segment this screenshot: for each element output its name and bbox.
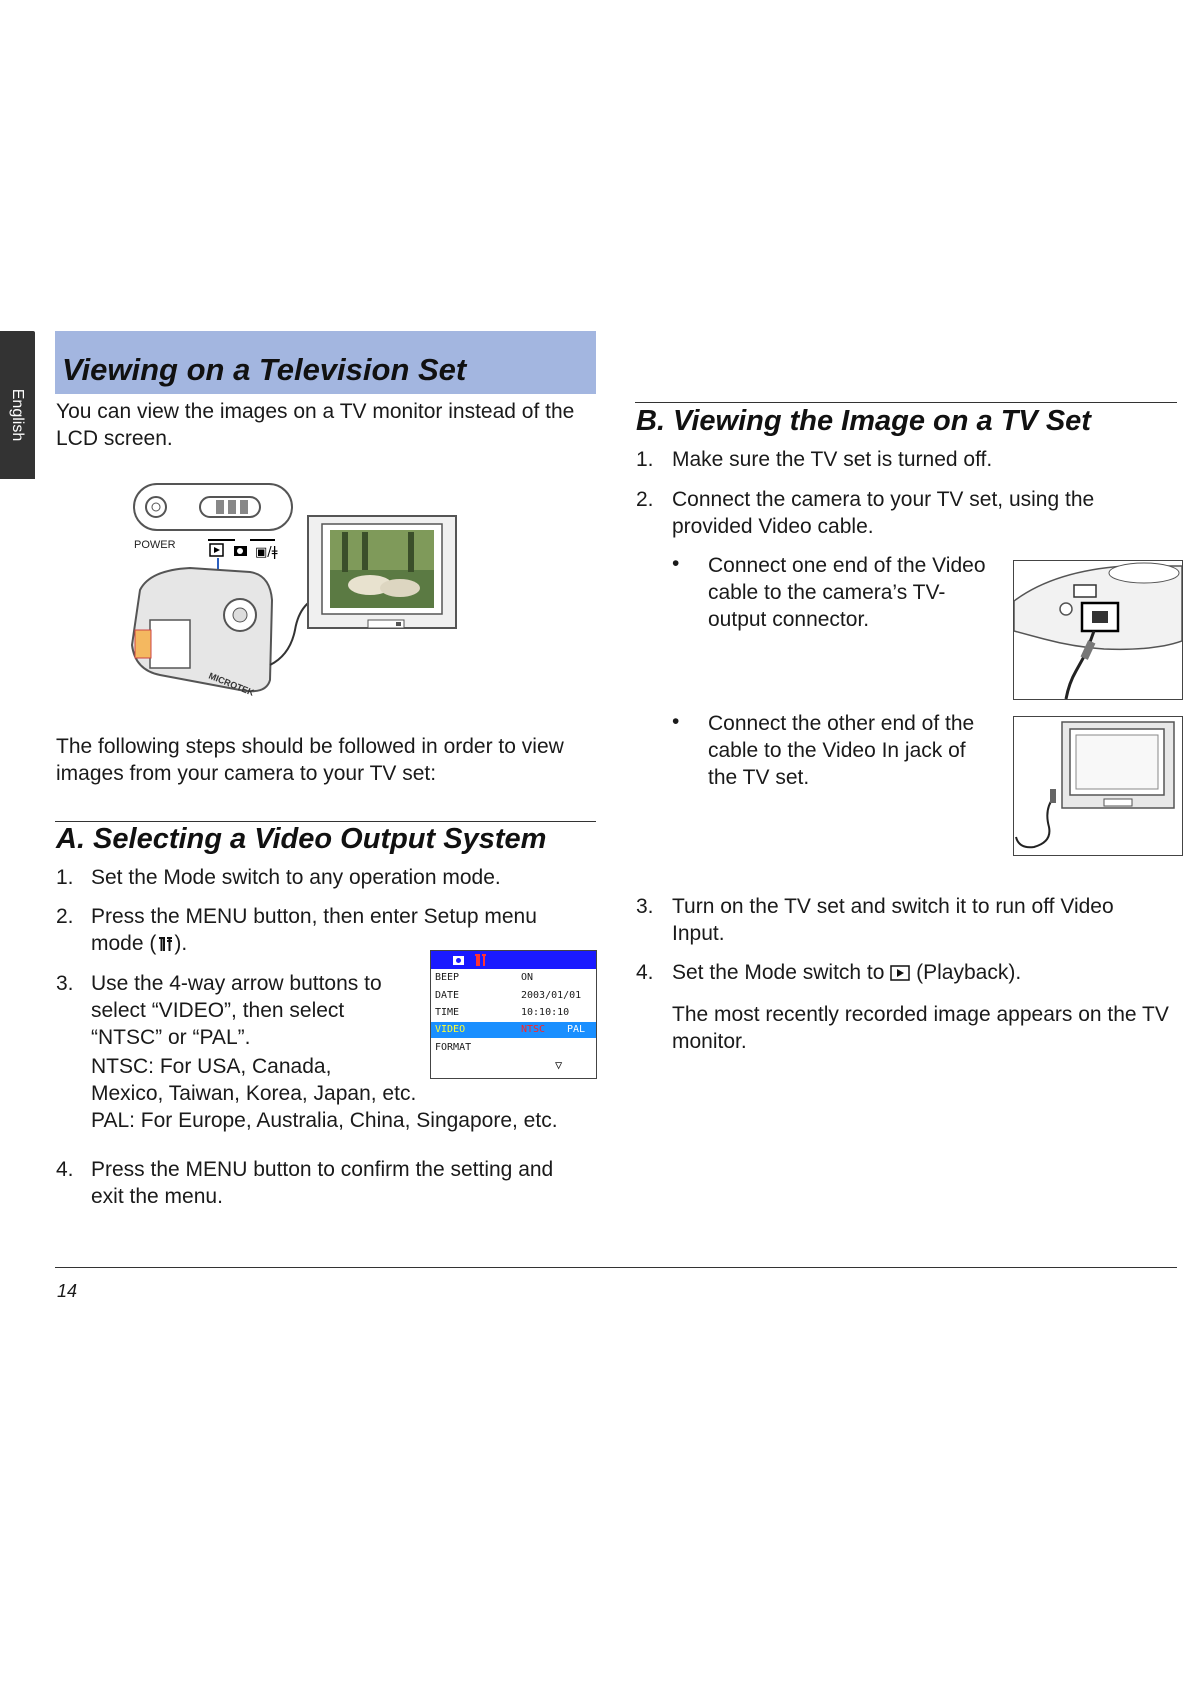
menu-camera-icon [451, 951, 491, 969]
menu-value-date: 2003/01/01 [521, 990, 582, 1001]
setup-icon [156, 935, 174, 953]
menu-row-video: VIDEO [435, 1024, 466, 1035]
menu-scroll-down-icon: ▽ [555, 1058, 563, 1072]
playback-icon [890, 965, 910, 981]
b-step-4-text [672, 959, 1172, 986]
tv-input-illustration [1013, 716, 1183, 856]
setup-menu-screenshot [430, 950, 597, 1079]
menu-row-date: DATE [435, 990, 460, 1001]
b-step-1-num: 1. [636, 448, 654, 471]
page-number: 14 [57, 1281, 78, 1301]
a-step-4-num: 4. [56, 1158, 74, 1181]
menu-value-ntsc: NTSC [521, 1024, 546, 1035]
menu-value-pal: PAL [567, 1024, 586, 1035]
camera-lcd [150, 620, 190, 668]
intro-text: You can view the images on a TV monitor instead of the LCD screen. [56, 400, 575, 450]
b-step-2-num: 2. [636, 488, 654, 511]
a-step-3-text: Use the 4-way arrow buttons to select “VIDEO”, then select “NTSC” or “PAL”. [91, 972, 382, 1049]
power-label: POWER [134, 539, 176, 551]
section-a-rule [55, 821, 596, 822]
b-result-text: The most recently recorded image appears on the TV monitor. [672, 1003, 1169, 1053]
menu-row-format: FORMAT [435, 1042, 472, 1053]
footer-rule [55, 1267, 1177, 1268]
a-step-1-text: Set the Mode switch to any operation mode. [91, 866, 501, 889]
camera-tv-illustration [130, 480, 460, 715]
a-step-2-text-end: ). [174, 932, 188, 955]
page-title: Viewing on a Television Set [62, 352, 467, 387]
b-step-4-num: 4. [636, 961, 654, 984]
b-step-4-text-end: (Playback). [916, 961, 1022, 984]
a-step-4-text: Press the MENU button to confirm the setting and exit the menu. [91, 1158, 554, 1208]
a-step-2-num: 2. [56, 905, 74, 928]
a-step-1-num: 1. [56, 866, 74, 889]
ntsc-note: NTSC: For USA, Canada, [91, 1055, 332, 1078]
ntsc-note-countries: Mexico, Taiwan, Korea, Japan, etc. [91, 1082, 417, 1105]
a-step-2-text-main: Press the MENU button, then enter Setup menu mode ( [91, 905, 537, 955]
movie-voice-icon: ▣/ǂ [255, 545, 278, 560]
b-step-4-text-main: Set the Mode switch to [672, 961, 885, 984]
section-b-rule [635, 402, 1177, 403]
menu-row-time: TIME [435, 1007, 460, 1018]
b-step-2-text: Connect the camera to your TV set, using the provided Video cable. [672, 488, 1095, 538]
menu-row-beep: BEEP [435, 972, 460, 983]
connector-illustration [1013, 560, 1183, 700]
bullet-dot-2: • [672, 710, 680, 733]
setup-menu-header [431, 951, 596, 969]
b-step-3-num: 3. [636, 895, 654, 918]
section-b-title: B. Viewing the Image on a TV Set [636, 405, 1091, 437]
a-step-2-text [91, 903, 591, 957]
section-a-title: A. Selecting a Video Output System [56, 823, 547, 855]
bullet-dot-1: • [672, 552, 680, 575]
menu-value-beep: ON [521, 972, 534, 983]
b-step-1-text: Make sure the TV set is turned off. [672, 448, 993, 471]
menu-value-time: 10:10:10 [521, 1007, 570, 1018]
following-text: The following steps should be followed in order to view images from your camera to your TV set: [56, 735, 564, 785]
a-step-3-num: 3. [56, 972, 74, 995]
b-bullet-1: Connect one end of the Video cable to the camera’s TV-output connector. [708, 554, 986, 631]
b-bullet-2: Connect the other end of the cable to the Video In jack of the TV set. [708, 712, 975, 789]
brand-label: MICROTEK [207, 670, 256, 698]
pal-note: PAL: For Europe, Australia, China, Singapore, etc. [91, 1109, 558, 1132]
b-step-3-text: Turn on the TV set and switch it to run off Video Input. [672, 895, 1114, 945]
language-tab-label: English [9, 388, 26, 442]
